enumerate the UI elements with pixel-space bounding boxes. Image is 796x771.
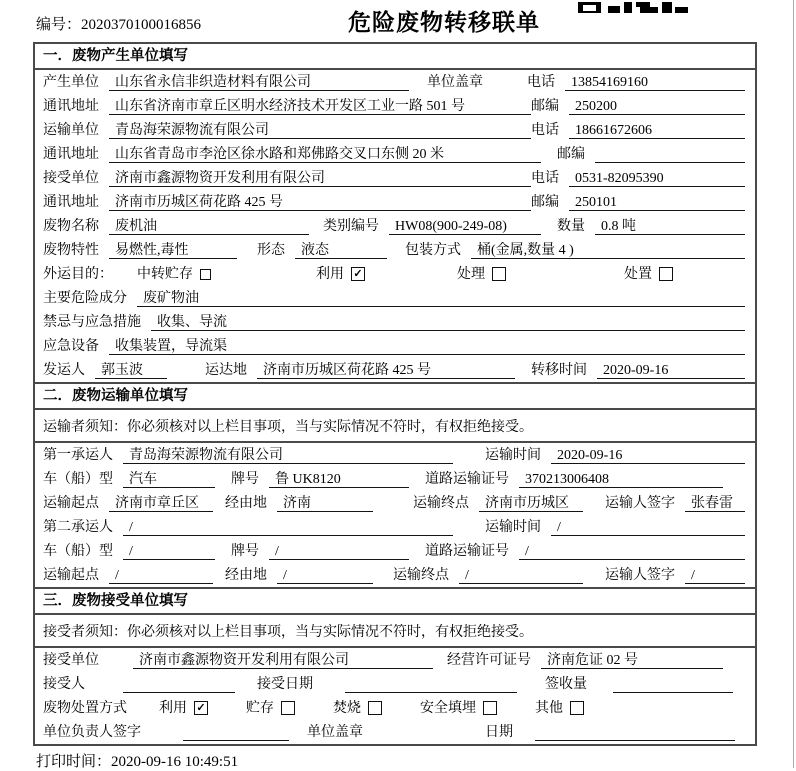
plate-number1-value: 鲁 UK8120 [269, 471, 409, 488]
packaging-label: 包装方式 [405, 243, 461, 258]
shipper-label: 发运人 [43, 363, 85, 378]
page-title: 危险废物转移联单 [348, 10, 540, 35]
receiver-label: 接受单位 [43, 171, 99, 186]
destination-value: 济南市历城区荷花路 425 号 [257, 362, 515, 379]
accepting-unit-label: 接受单位 [43, 653, 99, 668]
carrier-signature2-label: 运输人签字 [605, 568, 675, 583]
serial-value: 2020370100016856 [81, 17, 202, 33]
route-end2-label: 运输终点 [393, 568, 449, 583]
accept-date-value [345, 676, 517, 693]
serial-number [36, 13, 201, 34]
row-first-carrier [35, 443, 755, 467]
plate-number2-label: 牌号 [231, 544, 259, 559]
category-code-value: HW08(900-249-08) [389, 218, 541, 235]
plate-number1-label: 牌号 [231, 472, 259, 487]
vehicle-type2-label: 车（船）型 [43, 544, 113, 559]
row-receiver-address [35, 190, 755, 214]
quantity-value: 0.8 吨 [595, 218, 745, 235]
disposal-storage-label: 贮存 [246, 701, 274, 716]
route-via1-value: 济南 [277, 495, 373, 512]
disposal-incinerate-checkbox [368, 701, 382, 715]
first-carrier-label: 第一承运人 [43, 448, 113, 463]
purpose-treat-label: 处理 [457, 267, 485, 282]
hazard-components-value: 废矿物油 [137, 290, 745, 307]
transport-time2-label: 运输时间 [485, 520, 541, 535]
purpose-utilize-label: 利用 [316, 267, 344, 282]
route-via2-label: 经由地 [225, 568, 267, 583]
purpose-dispose-label: 处置 [624, 267, 652, 282]
license-number-value: 济南危证 02 号 [541, 652, 723, 669]
serial-label: 编号： [36, 17, 82, 33]
purpose-option-dispose [624, 266, 673, 283]
form-state-value: 液态 [295, 242, 387, 259]
receiver-value: 济南市鑫源物资开发利用有限公司 [109, 170, 531, 187]
route-via2-value: / [277, 567, 373, 584]
route-origin2-value: / [109, 567, 213, 584]
transport-time1-label: 运输时间 [485, 448, 541, 463]
row-route2 [35, 563, 755, 587]
receiver-phone-value: 0531-82095390 [569, 170, 745, 187]
received-quantity-label: 签收量 [545, 677, 587, 692]
section2-title: 二．废物运输单位填写 [35, 382, 755, 410]
transport-time2-value: / [551, 519, 745, 536]
disposal-option-storage [246, 700, 295, 717]
waste-property-label: 废物特性 [43, 243, 99, 258]
acceptor-label: 接受人 [43, 677, 85, 692]
vehicle-type2-value: / [123, 543, 215, 560]
page-right-edge [793, 0, 794, 768]
row-second-carrier [35, 515, 755, 539]
transporter-address-value: 山东省青岛市李沧区徐水路和郑佛路交叉口东侧 20 米 [109, 146, 541, 163]
producer-address-label: 通讯地址 [43, 99, 99, 114]
row-waste-property [35, 238, 755, 262]
disposal-incinerate-label: 焚烧 [333, 701, 361, 716]
producer-value: 山东省永信非织造材料有限公司 [109, 74, 409, 91]
waste-name-label: 废物名称 [43, 219, 99, 234]
waste-name-value: 废机油 [109, 218, 309, 235]
waste-property-value: 易燃性,毒性 [109, 242, 237, 259]
transporter-phone-label: 电话 [531, 123, 560, 138]
road-permit1-value: 370213006408 [519, 471, 723, 488]
unit-seal-label: 单位盖章 [427, 75, 483, 90]
accepting-unit-value: 济南市鑫源物资开发利用有限公司 [133, 652, 433, 669]
emergency-equipment-value: 收集装置，导流渠 [109, 338, 745, 355]
first-carrier-value: 青岛海荣源物流有限公司 [123, 447, 453, 464]
receiver-phone-label: 电话 [531, 171, 560, 186]
receiver-notice: 接受者须知：你必须核对以上栏目事项，当与实际情况不符时，有权拒绝接受。 [35, 615, 755, 648]
row-waste-name [35, 214, 755, 238]
row-vehicle2 [35, 539, 755, 563]
route-end2-value: / [459, 567, 583, 584]
carrier-signature1-value: 张春雷 [685, 495, 745, 512]
quantity-label: 数量 [557, 219, 585, 234]
producer-phone-label: 电话 [527, 75, 555, 90]
producer-zip-value: 250200 [569, 98, 745, 115]
route-origin1-label: 运输起点 [43, 496, 99, 511]
producer-phone-value: 13854169160 [565, 74, 745, 91]
disposal-landfill-checkbox [483, 701, 497, 715]
transporter-label: 运输单位 [43, 123, 99, 138]
responsible-signature-value [183, 724, 289, 741]
hazard-components-label: 主要危险成分 [43, 291, 127, 306]
row-producer [35, 70, 755, 94]
contraindications-label: 禁忌与应急措施 [43, 315, 141, 330]
route-end1-value: 济南市历城区 [479, 495, 583, 512]
disposal-other-checkbox [570, 701, 584, 715]
responsible-signature-label: 单位负责人签字 [43, 725, 141, 740]
transporter-zip-value [595, 146, 745, 163]
row-accepting-unit [35, 648, 755, 672]
row-transfer-purpose [35, 262, 755, 286]
row-contraindications [35, 310, 755, 334]
vehicle-type1-label: 车（船）型 [43, 472, 113, 487]
row-hazard-components [35, 286, 755, 310]
route-end1-label: 运输终点 [413, 496, 469, 511]
transporter-zip-label: 邮编 [557, 147, 585, 162]
disposal-option-landfill [420, 700, 497, 717]
producer-label: 产生单位 [43, 75, 99, 90]
row-shipper [35, 358, 755, 382]
receiver-zip-label: 邮编 [531, 195, 560, 210]
disposal-utilize-checkbox: ✓ [194, 701, 208, 715]
road-permit2-value: / [519, 543, 745, 560]
transporter-phone-value: 18661672606 [569, 122, 745, 139]
disposal-other-label: 其他 [535, 701, 563, 716]
contraindications-value: 收集、导流 [151, 314, 745, 331]
row-vehicle1 [35, 467, 755, 491]
emergency-equipment-label: 应急设备 [43, 339, 99, 354]
disposal-storage-checkbox [281, 701, 295, 715]
transfer-time-label: 转移时间 [531, 363, 587, 378]
transfer-purpose-label: 外运目的： [43, 267, 113, 282]
disposal-option-utilize [159, 700, 208, 717]
vehicle-type1-value: 汽车 [123, 471, 215, 488]
received-quantity-value [613, 676, 733, 693]
date-label: 日期 [485, 725, 513, 740]
category-code-label: 类别编号 [323, 219, 379, 234]
receiver-address-value: 济南市历城区荷花路 425 号 [109, 194, 531, 211]
road-permit2-label: 道路运输证号 [425, 544, 509, 559]
receiver-address-label: 通讯地址 [43, 195, 99, 210]
row-disposal-method [35, 696, 755, 720]
document-header [0, 0, 796, 42]
form-state-label: 形态 [257, 243, 285, 258]
packaging-value: 桶(金属,数量 4 ) [471, 242, 745, 259]
purpose-transit-storage-label: 中转贮存 [137, 267, 193, 282]
print-time-value: 2020-09-16 10:49:51 [111, 754, 239, 770]
purpose-option-utilize [316, 266, 365, 283]
transfer-manifest-form [33, 42, 757, 746]
destination-label: 运达地 [205, 363, 247, 378]
row-route1 [35, 491, 755, 515]
unit-seal2-label: 单位盖章 [307, 725, 363, 740]
license-number-label: 经营许可证号 [447, 653, 531, 668]
plate-number2-value: / [269, 543, 409, 560]
section1-title: 一．废物产生单位填写 [35, 44, 755, 70]
purpose-option-transit-storage [137, 266, 211, 283]
disposal-utilize-label: 利用 [159, 701, 187, 716]
date-value [535, 724, 735, 741]
section3-title: 三．废物接受单位填写 [35, 587, 755, 615]
route-origin2-label: 运输起点 [43, 568, 99, 583]
receiver-zip-value: 250101 [569, 194, 745, 211]
second-carrier-value: / [123, 519, 453, 536]
transporter-notice: 运输者须知：你必须核对以上栏目事项，当与实际情况不符时，有权拒绝接受。 [35, 410, 755, 443]
qr-code-icon [578, 0, 688, 18]
row-emergency-equipment [35, 334, 755, 358]
second-carrier-label: 第二承运人 [43, 520, 113, 535]
carrier-signature2-value: / [685, 567, 745, 584]
accept-date-label: 接受日期 [257, 677, 313, 692]
purpose-option-treat [457, 266, 506, 283]
purpose-transit-storage-checkbox [200, 269, 211, 280]
purpose-utilize-checkbox: ✓ [351, 267, 365, 281]
purpose-dispose-checkbox [659, 267, 673, 281]
disposal-option-other [535, 700, 584, 717]
transfer-time-value: 2020-09-16 [597, 362, 745, 379]
carrier-signature1-label: 运输人签字 [605, 496, 675, 511]
row-producer-address [35, 94, 755, 118]
row-responsible-signature [35, 720, 755, 744]
transporter-address-label: 通讯地址 [43, 147, 99, 162]
road-permit1-label: 道路运输证号 [425, 472, 509, 487]
transport-time1-value: 2020-09-16 [551, 447, 745, 464]
row-receiver [35, 166, 755, 190]
route-origin1-value: 济南市章丘区 [109, 495, 213, 512]
producer-zip-label: 邮编 [531, 99, 560, 114]
shipper-value: 郭玉波 [95, 362, 167, 379]
acceptor-value [123, 676, 235, 693]
route-via1-label: 经由地 [225, 496, 267, 511]
producer-address-value: 山东省济南市章丘区明水经济技术开发区工业一路 501 号 [109, 98, 531, 115]
print-time-label: 打印时间： [36, 754, 112, 770]
row-transporter [35, 118, 755, 142]
disposal-option-incinerate [333, 700, 382, 717]
row-transporter-address [35, 142, 755, 166]
disposal-landfill-label: 安全填埋 [420, 701, 476, 716]
transporter-value: 青岛海荣源物流有限公司 [109, 122, 531, 139]
disposal-method-label: 废物处置方式 [43, 701, 127, 716]
purpose-treat-checkbox [492, 267, 506, 281]
row-acceptor [35, 672, 755, 696]
